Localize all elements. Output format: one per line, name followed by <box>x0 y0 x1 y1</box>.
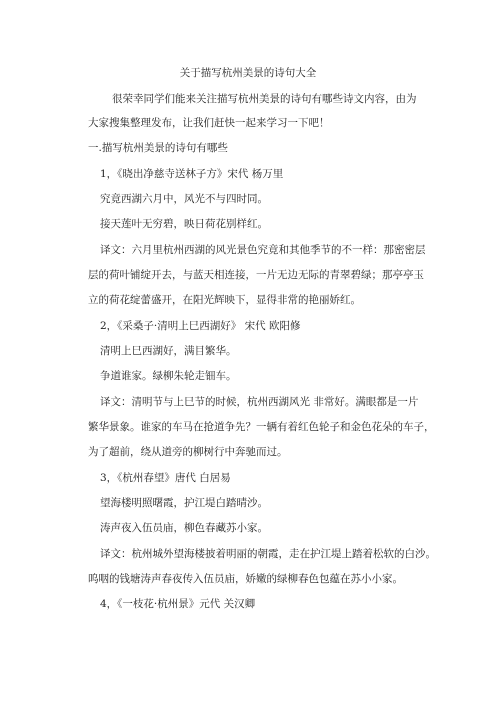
poem-3-verse-1: 望海楼明照曙霞，护江堤白踏晴沙。 <box>100 497 268 509</box>
poem-1-verse-2: 接天莲叶无穷碧，映日荷花别样红。 <box>100 218 268 230</box>
poem-2-heading: 2，《采桑子·清明上巳西湖好》 宋代 欧阳修 <box>100 320 301 332</box>
poem-3-verse-2: 涛声夜入伍员庙，柳色春藏苏小家。 <box>100 522 268 534</box>
poem-4-heading: 4，《一枝花·杭州景》元代 关汉卿 <box>100 598 256 610</box>
poem-1-verse-1: 究竟西湖六月中，风光不与四时同。 <box>100 193 268 205</box>
poem-2-verse-2: 争道谁家。绿柳朱轮走钿车。 <box>100 370 237 382</box>
poem-2-verse-1: 清明上巳西湖好，满目繁华。 <box>100 345 237 357</box>
poem-3-translation-1: 译文：杭州城外望海楼披着明丽的朝霞，走在护江堤上踏着松软的白沙。 <box>100 548 436 560</box>
section-heading: 一.描写杭州美景的诗句有哪些 <box>88 142 228 154</box>
poem-3-heading: 3，《杭州春望》唐代 白居易 <box>100 472 231 484</box>
intro-line-1: 很荣幸同学们能来关注描写杭州美景的诗句有哪些诗文内容，由为 <box>112 93 417 105</box>
poem-2-translation-1: 译文：清明节与上巳节的时候，杭州西湖风光 非常好。满眼都是一片 <box>100 396 419 408</box>
document-title: 关于描写杭州美景的诗句大全 <box>179 67 317 79</box>
poem-3-translation-2: 呜咽的钱塘涛声春夜传入伍员庙，娇嫩的绿柳春色包蕴在苏小小家。 <box>88 573 403 585</box>
poem-1-heading: 1，《晓出净慈寺送林子方》宋代 杨万里 <box>100 168 284 180</box>
poem-2-translation-3: 为了超前，绕从道旁的柳树行中奔驰而过。 <box>88 446 288 458</box>
poem-1-translation-2: 层的荷叶铺绽开去，与蓝天相连接，一片无边无际的青翠碧绿；那亭亭玉 <box>88 269 424 281</box>
poem-1-translation-3: 立的荷花绽蕾盛开，在阳光辉映下，显得非常的艳丽娇红。 <box>88 294 361 306</box>
intro-line-2: 大家搜集整理发布，让我们赶快一起来学习一下吧！ <box>88 117 330 129</box>
poem-1-translation-1: 译文：六月里杭州西湖的风光景色究竟和其他季节的不一样：那密密层 <box>100 244 426 256</box>
poem-2-translation-2: 繁华景象。谁家的车马在抢道争先？一辆有着红色轮子和金色花朵的车子， <box>88 421 435 433</box>
